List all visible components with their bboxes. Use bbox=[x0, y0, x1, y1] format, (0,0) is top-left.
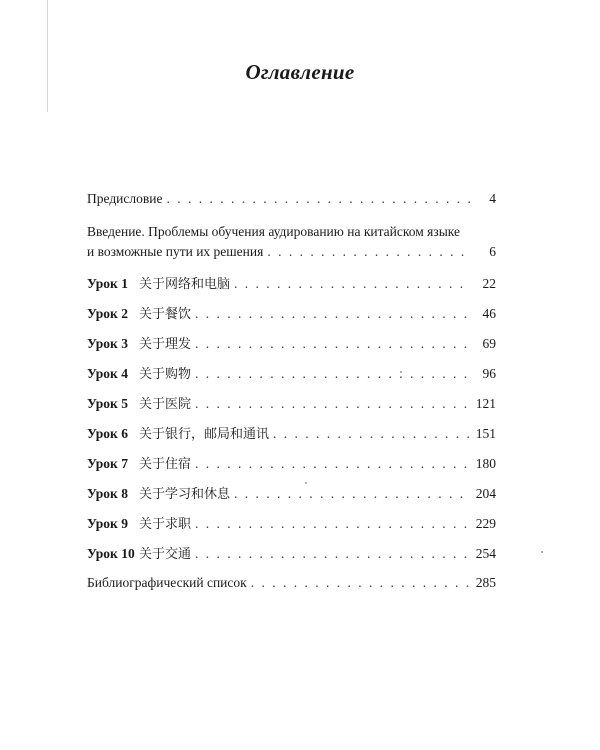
lesson-title: 关于购物 bbox=[139, 367, 192, 382]
toc-page-number: 285 bbox=[475, 575, 496, 590]
dot-leader bbox=[267, 242, 470, 262]
toc-entry-title-line1: Введение. Проблемы обучения аудированию на китайском языке bbox=[87, 224, 460, 239]
lesson-title: 关于住宿 bbox=[139, 457, 192, 472]
toc-entry-lesson-6[interactable] bbox=[87, 423, 496, 445]
toc-entry-lesson-10[interactable] bbox=[87, 543, 496, 565]
scan-speck bbox=[305, 482, 307, 484]
toc-entry-lesson-8[interactable] bbox=[87, 483, 496, 505]
lesson-label: Урок 4 bbox=[87, 366, 128, 381]
scan-margin-line bbox=[47, 0, 48, 112]
toc-entry-title: Предисловие bbox=[87, 191, 163, 206]
toc-page-number: 22 bbox=[482, 276, 496, 291]
lesson-label: Урок 9 bbox=[87, 516, 128, 531]
toc-entry-lesson-5[interactable] bbox=[87, 393, 496, 415]
toc-entry-title-line2: и возможные пути их решения bbox=[87, 244, 264, 259]
dot-leader bbox=[234, 483, 470, 505]
toc-entry-lesson-3[interactable] bbox=[87, 333, 496, 355]
toc-entry-lesson-4[interactable] bbox=[87, 363, 496, 385]
toc-page-number: 96 bbox=[482, 366, 496, 381]
page-title: Оглавление bbox=[245, 60, 355, 84]
toc-page-number: 180 bbox=[475, 456, 496, 471]
toc-entry-preface[interactable] bbox=[87, 189, 496, 209]
lesson-title: 关于学习和休息 bbox=[139, 487, 231, 502]
lesson-label: Урок 3 bbox=[87, 336, 128, 351]
lesson-label: Урок 8 bbox=[87, 486, 128, 501]
toc-page-number: 151 bbox=[475, 426, 496, 441]
dot-leader bbox=[273, 423, 470, 445]
toc-entry-lesson-1[interactable] bbox=[87, 273, 496, 295]
dot-leader bbox=[166, 189, 470, 209]
dot-leader bbox=[195, 393, 470, 415]
lesson-title: 关于餐饮 bbox=[139, 307, 192, 322]
dot-leader bbox=[195, 363, 470, 385]
toc-entry-bibliography[interactable] bbox=[87, 573, 496, 593]
toc-page-number: 6 bbox=[489, 244, 496, 259]
lesson-label: Урок 2 bbox=[87, 306, 128, 321]
lesson-label: Урок 10 bbox=[87, 546, 135, 561]
toc-entry-lesson-9[interactable] bbox=[87, 513, 496, 535]
toc-page-number: 229 bbox=[475, 516, 496, 531]
dot-leader bbox=[195, 333, 470, 355]
lesson-title: 关于求职 bbox=[139, 517, 192, 532]
toc-page-number: 4 bbox=[489, 191, 496, 206]
lesson-title: 关于理发 bbox=[139, 337, 192, 352]
lesson-label: Урок 7 bbox=[87, 456, 128, 471]
dot-leader bbox=[195, 303, 470, 325]
lesson-title: 关于交通 bbox=[139, 547, 192, 562]
lesson-label: Урок 1 bbox=[87, 276, 128, 291]
toc-entry-lesson-2[interactable] bbox=[87, 303, 496, 325]
toc-entry-introduction[interactable] bbox=[87, 222, 496, 262]
toc-page-number: 121 bbox=[475, 396, 496, 411]
dot-leader bbox=[195, 543, 470, 565]
lesson-title: 关于医院 bbox=[139, 397, 192, 412]
toc-entry-lesson-7[interactable] bbox=[87, 453, 496, 475]
scan-speck bbox=[541, 551, 543, 553]
lesson-title: 关于网络和电脑 bbox=[139, 277, 231, 292]
lesson-title: 关于银行，邮局和通讯 bbox=[139, 427, 270, 442]
toc-page-number: 254 bbox=[475, 546, 496, 561]
lesson-label: Урок 6 bbox=[87, 426, 128, 441]
toc-entry-title: Библиографический список bbox=[87, 575, 247, 590]
dot-leader bbox=[195, 453, 470, 475]
scan-speck bbox=[400, 371, 402, 373]
dot-leader bbox=[195, 513, 470, 535]
lesson-label: Урок 5 bbox=[87, 396, 128, 411]
toc-page-number: 46 bbox=[482, 306, 496, 321]
table-of-contents bbox=[87, 189, 496, 593]
dot-leader bbox=[251, 573, 470, 593]
toc-page-number: 69 bbox=[482, 336, 496, 351]
dot-leader bbox=[234, 273, 470, 295]
toc-page-number: 204 bbox=[475, 486, 496, 501]
